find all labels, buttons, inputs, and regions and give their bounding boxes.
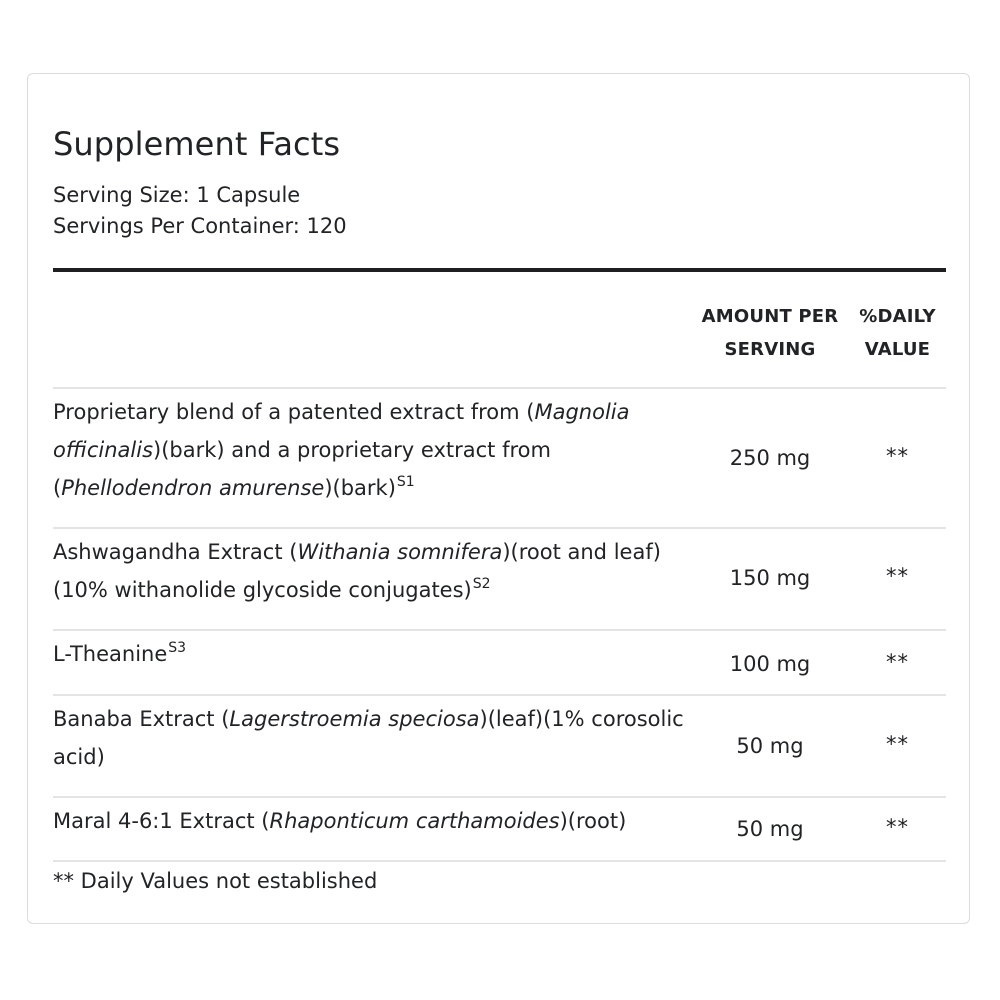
botanical-name: Withania somnifera	[297, 540, 503, 564]
ingredient-amount: 150 mg	[729, 566, 811, 590]
ingredient-amount: 250 mg	[729, 446, 811, 470]
daily-value-header	[849, 300, 946, 366]
source-footnote-marker: S1	[396, 474, 415, 490]
source-footnote-marker: S2	[472, 576, 491, 592]
ingredient-text: Banaba Extract (	[53, 707, 230, 731]
servings-per-container: Servings Per Container: 120	[53, 214, 347, 238]
ingredient-text: )(bark) and a proprietary extract from (	[53, 438, 551, 500]
botanical-name: Phellodendron amurense	[61, 476, 325, 500]
ingredient-amount: 50 mg	[736, 817, 804, 841]
ingredient-text: )(root and leaf) (10% withanolide glycoside conjugates)	[53, 540, 661, 602]
ingredient-amount: 100 mg	[729, 652, 811, 676]
daily-values-footnote: ** Daily Values not established	[53, 869, 378, 893]
ingredient-name	[53, 393, 693, 507]
table-row	[53, 389, 946, 529]
panel-title: Supplement Facts	[53, 125, 341, 163]
ingredient-daily-value: **	[886, 650, 909, 674]
supplement-facts-card	[27, 73, 970, 924]
ingredient-text: )(root)	[559, 809, 627, 833]
botanical-name: Lagerstroemia speciosa	[229, 707, 480, 731]
facts-table	[53, 272, 946, 895]
ingredient-daily-value: **	[886, 564, 909, 588]
ingredient-amount: 50 mg	[736, 734, 804, 758]
amount-per-serving-header	[691, 300, 849, 366]
table-row	[53, 798, 946, 862]
ingredient-text: Maral 4-6:1 Extract (	[53, 809, 270, 833]
serving-size: Serving Size: 1 Capsule	[53, 183, 301, 207]
daily-header-line2: VALUE	[864, 339, 931, 360]
ingredient-daily-value: **	[886, 444, 909, 468]
daily-header-line1: %DAILY	[859, 306, 936, 327]
amount-header-line2: SERVING	[724, 339, 816, 360]
ingredient-daily-value: **	[886, 732, 909, 756]
ingredient-name	[53, 533, 693, 609]
ingredient-text: )(bark)	[324, 476, 396, 500]
ingredient-text: Proprietary blend of a patented extract from (	[53, 400, 535, 424]
ingredient-daily-value: **	[886, 815, 909, 839]
table-row	[53, 529, 946, 631]
botanical-name: Magnolia officinalis	[53, 400, 630, 462]
ingredient-text: )(leaf)(1% corosolic acid)	[53, 707, 684, 769]
ingredient-text: Ashwagandha Extract (	[53, 540, 298, 564]
ingredient-name	[53, 802, 693, 840]
source-footnote-marker: S3	[168, 640, 187, 656]
amount-header-line1: AMOUNT PER	[701, 306, 839, 327]
ingredient-name	[53, 700, 693, 776]
table-row	[53, 696, 946, 798]
table-header	[53, 272, 946, 389]
botanical-name: Rhaponticum carthamoides	[269, 809, 560, 833]
ingredient-text: L-Theanine	[53, 642, 168, 666]
table-row	[53, 631, 946, 696]
ingredient-name	[53, 635, 693, 673]
